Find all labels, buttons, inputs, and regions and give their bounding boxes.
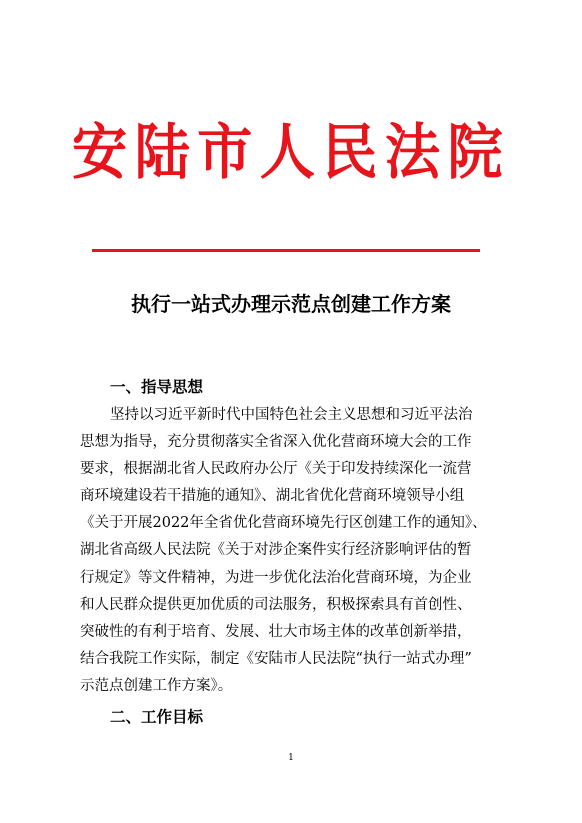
paragraph-line: 示范点创建工作方案》。 xyxy=(80,677,233,694)
document-title: 执行一站式办理示范点创建工作方案 xyxy=(131,292,451,316)
paragraph-line: 坚持以习近平新时代中国特色社会主义思想和习近平法治 xyxy=(110,407,473,423)
paragraph-line: 要求，根据湖北省人民政府办公厅《关于印发持续深化一流营 xyxy=(80,461,472,478)
section-heading-work-goals: 二、工作目标 xyxy=(110,708,204,726)
paragraph-line: 突破性的有利于培育、发展、壮大市场主体的改革创新举措， xyxy=(80,623,472,640)
paragraph-line: 《关于开展2022年全省优化营商环境先行区创建工作的通知》、 xyxy=(80,515,487,532)
red-header-org-name: 安陆市人民法院 xyxy=(72,118,510,188)
paragraph-line: 和人民群众提供更加优质的司法服务，积极探索具有首创性、 xyxy=(80,596,472,613)
page-number: 1 xyxy=(288,753,294,763)
guiding-ideology-paragraph xyxy=(80,402,510,700)
paragraph-line: 结合我院工作实际，制定《安陆市人民法院“执行一站式办理” xyxy=(80,650,472,667)
section-heading-guiding-ideology: 一、指导思想 xyxy=(110,378,204,396)
paragraph-line: 思想为指导，充分贯彻落实全省深入优化营商环境大会的工作 xyxy=(80,434,472,451)
paragraph-line: 湖北省高级人民法院《关于对涉企案件实行经济影响评估的暂 xyxy=(80,542,472,559)
paragraph-line: 行规定》等文件精神，为进一步优化法治化营商环境，为企业 xyxy=(80,569,472,586)
red-header-rule xyxy=(92,249,480,252)
paragraph-line: 商环境建设若干措施的通知》、湖北省优化营商环境领导小组 xyxy=(80,488,465,505)
